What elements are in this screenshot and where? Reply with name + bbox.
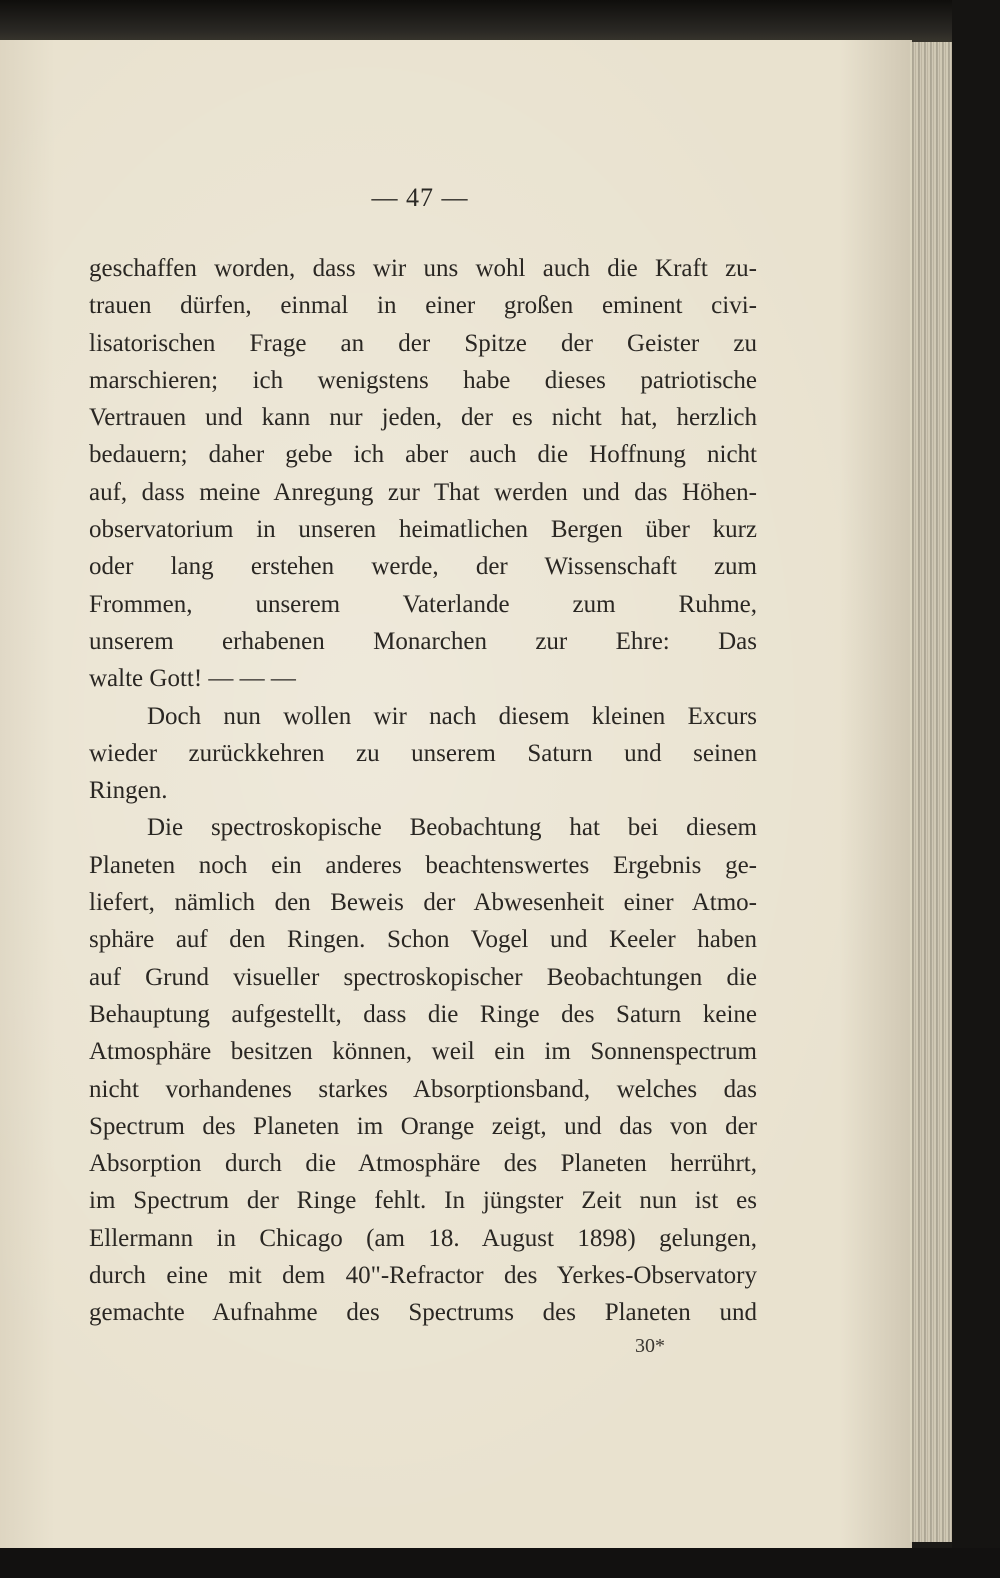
book-bottom-edge — [0, 1548, 1000, 1578]
text-line: Ellermann in Chicago (am 18. August 1898) gelungen, — [89, 1224, 757, 1252]
text-line: auf, dass meine Anregung zur That werden und das Höhen- — [89, 478, 757, 506]
text-line: Vertrauen und kann nur jeden, der es nicht hat, herzlich — [89, 404, 757, 432]
text-line: auf Grund visueller spectroskopischer Beobachtungen die — [89, 963, 757, 991]
text-line: bedauern; daher gebe ich aber auch die Hoffnung nicht — [89, 441, 757, 469]
text-line: observatorium in unseren heimatlichen Bergen über kurz — [89, 516, 757, 544]
text-line: marschieren; ich wenigstens habe dieses patriotische — [89, 366, 757, 394]
text-line: Frommen, unserem Vaterlande zum Ruhme, — [89, 590, 757, 618]
body-text — [89, 250, 757, 1332]
text-line: Doch nun wollen wir nach diesem kleinen Excurs — [147, 702, 757, 730]
text-line: walte Gott! — — — — [89, 665, 296, 693]
text-line: Absorption durch die Atmosphäre des Planeten herrührt, — [89, 1150, 757, 1178]
page-number: — 47 — — [371, 183, 469, 212]
book-top-edge — [0, 0, 1000, 44]
page-stack-edge — [910, 42, 952, 1542]
text-line: im Spectrum der Ringe fehlt. In jüngster Zeit nun ist es — [89, 1187, 757, 1215]
text-line: Ringen. — [89, 777, 168, 805]
text-line: geschaffen worden, dass wir uns wohl auch die Kraft zu- — [89, 255, 757, 282]
printer-signature: 30* — [635, 1335, 665, 1357]
text-line: durch eine mit dem 40"-Refractor des Yerkes-Observatory — [89, 1262, 757, 1290]
text-line: liefert, nämlich den Beweis der Abwesenheit einer Atmo- — [89, 889, 757, 917]
text-line: unserem erhabenen Monarchen zur Ehre: Das — [89, 627, 757, 655]
text-line: Die spectroskopische Beobachtung hat bei diesem — [147, 814, 757, 842]
text-line: sphäre auf den Ringen. Schon Vogel und Keeler haben — [89, 926, 757, 954]
text-line: nicht vorhandenes starkes Absorptionsband, welches das — [89, 1075, 757, 1103]
text-line: Atmosphäre besitzen können, weil ein im Sonnenspectrum — [89, 1038, 757, 1066]
book-cover-edge — [952, 0, 1000, 1578]
text-line: oder lang erstehen werde, der Wissenschaft zum — [89, 553, 757, 581]
text-line: gemachte Aufnahme des Spectrums des Planeten und — [89, 1299, 757, 1327]
text-line: trauen dürfen, einmal in einer großen eminent civi- — [89, 292, 757, 320]
text-line: Spectrum des Planeten im Orange zeigt, und das von der — [89, 1112, 757, 1140]
text-line: Planeten noch ein anderes beachtenswertes Ergebnis ge- — [89, 851, 757, 879]
text-line: wieder zurückkehren zu unserem Saturn und seinen — [89, 739, 757, 767]
text-line: Behauptung aufgestellt, dass die Ringe des Saturn keine — [89, 1000, 757, 1028]
text-line: lisatorischen Frage an der Spitze der Geister zu — [89, 329, 757, 357]
